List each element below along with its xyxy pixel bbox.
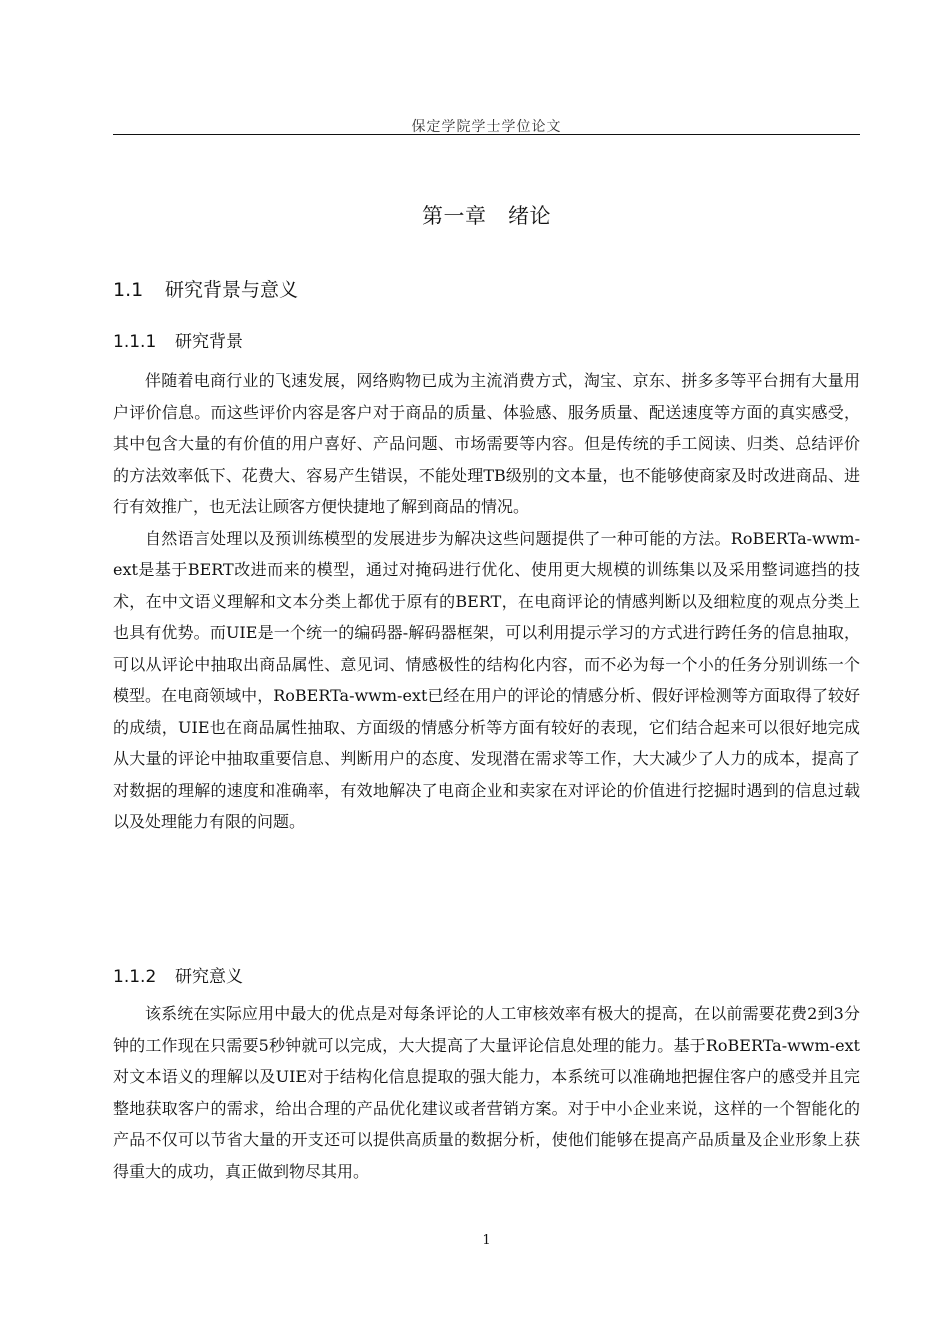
section-title: 研究背景与意义 bbox=[165, 279, 299, 301]
section-number: 1.1 bbox=[113, 279, 144, 301]
chapter-title: 第一章 绪论 bbox=[422, 204, 551, 228]
body-paragraph: 自然语言处理以及预训练模型的发展进步为解决这些问题提供了一种可能的方法。RoBERTa-wwm-ext是基于BERT改进而来的模型，通过对掩码进行优化、使用更大规模的训练集以及采用整词遮挡的技术，在中文语义理解和文本分类上都优于原有的BERT，在电商评论的情感判断以及细粒度的观点分类上也具有优势。而UIE是一个统一的编码器-解码器框架，可以利用提示学习的方式进行跨任务的信息抽取，可以从评论中抽取出商品属性、意见词、情感极性的结构化内容，而不必为每一个小的任务分别训练一个模型。在电商领域中，RoBERTa-wwm-ext已经在用户的评论的情感分析、假好评检测等方面取得了较好的成绩，UIE也在商品属性抽取、方面级的情感分析等方面有较好的表现，它们结合起来可以很好地完成从大量的评论中抽取重要信息、判断用户的态度、发现潜在需求等工作，大大减少了人力的成本，提高了对数据的理解的速度和准确率，有效地解决了电商企业和卖家在对评论的价值进行挖掘时遇到的信息过载以及处理能力有限的问题。 bbox=[113, 528, 860, 831]
subsection-title: 研究背景 bbox=[175, 332, 243, 352]
page-number: 1 bbox=[482, 1233, 491, 1248]
subsection-heading-1-1-1 bbox=[113, 327, 243, 352]
subsection-number: 1.1.2 bbox=[113, 967, 157, 987]
subsection-heading-1-1-2 bbox=[113, 962, 243, 987]
body-paragraph: 伴随着电商行业的飞速发展，网络购物已成为主流消费方式，淘宝、京东、拼多多等平台拥有大量用户评价信息。而这些评价内容是客户对于商品的质量、体验感、服务质量、配送速度等方面的真实感受，其中包含大量的有价值的用户喜好、产品问题、市场需要等内容。但是传统的手工阅读、归类、总结评价的方法效率低下、花费大、容易产生错误，不能处理TB级别的文本量，也不能够使商家及时改进商品、进行有效推广，也无法让顾客方便快捷地了解到商品的情况。 bbox=[113, 371, 860, 516]
significance-body bbox=[113, 998, 860, 1187]
running-header: 保定学院学士学位论文 bbox=[411, 119, 562, 135]
subsection-title: 研究意义 bbox=[175, 967, 243, 987]
body-paragraph: 该系统在实际应用中最大的优点是对每条评论的人工审核效率有极大的提高，在以前需要花费2到3分钟的工作现在只需要5秒钟就可以完成，大大提高了大量评论信息处理的能力。基于RoBERTa-wwm-ext对文本语义的理解以及UIE对于结构化信息提取的强大能力，本系统可以准确地把握住客户的感受并且完整地获取客户的需求，给出合理的产品优化建议或者营销方案。对于中小企业来说，这样的一个智能化的产品不仅可以节省大量的开支还可以提供高质量的数据分析，使他们能够在提高产品质量及企业形象上获得重大的成功，真正做到物尽其用。 bbox=[113, 1004, 860, 1181]
header-rule bbox=[113, 134, 860, 135]
background-body bbox=[113, 365, 860, 838]
section-heading-1-1 bbox=[113, 275, 298, 302]
subsection-number: 1.1.1 bbox=[113, 332, 157, 352]
